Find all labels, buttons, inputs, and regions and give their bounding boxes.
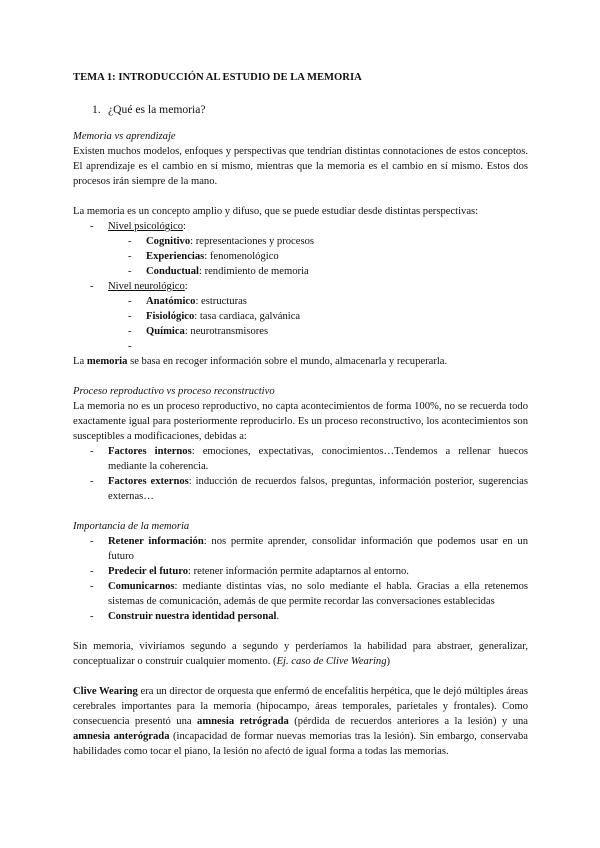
list-item (73, 609, 528, 624)
text-run: Sin memoria, viviríamos segundo a segundo y perderíamos la habilidad para abstraer, generalizar, conceptualizar o construir cualquier momento. ( (73, 641, 528, 667)
list-item-nivel-neurologico: - Nivel neurológico: - Anatómico: estructuras - Fisiológico: tasa cardiaca, galvánica - Química: neurotransmisores - (73, 279, 528, 354)
text-run: se basa en recoger información sobre el mundo, almacenarla y recuperarla. (127, 356, 448, 367)
definition: : mediante distintas vías, no solo mediante el habla. Gracias a ella retenemos sistemas de comunicación, además de que permite recordar las conversaciones establecidas (108, 581, 528, 607)
definition: : fenomenológico (204, 251, 279, 262)
section-perspectivas (73, 204, 528, 369)
term: Cognitivo (146, 236, 191, 247)
subsection-heading: Importancia de la memoria (73, 521, 190, 532)
text-run: La (73, 356, 87, 367)
term: Fisiológico (146, 311, 195, 322)
list-item-label: Nivel neurológico (108, 281, 185, 292)
term: Predecir el futuro (108, 566, 189, 577)
list-item-nivel-psicologico: - Nivel psicológico: - Cognitivo: representaciones y procesos - Experiencias: fenomenológico - Conductual: rendimiento de memoria (73, 219, 528, 279)
text-run: ) (386, 656, 391, 667)
document-page (73, 70, 528, 759)
list-item (73, 474, 528, 504)
paragraph: Existen muchos modelos, enfoques y perspectivas que tendrían distintas connotaciones de estos conceptos. El aprendizaje es el cambio en sí mismo, mientras que la memoria es el cambio en sí mismo. Estos dos procesos irán siempre de la mano. (73, 146, 528, 187)
definition: : retener información permite adaptarnos al entorno. (188, 566, 409, 577)
text-run-bold: amnesia anterógrada (73, 731, 170, 742)
list-item (73, 309, 528, 324)
section-number: 1. (92, 103, 101, 116)
term: Química (146, 326, 185, 337)
text-run: (incapacidad de formar nuevas memorias tras la lesión). Sin embargo, conservaba habilidades como tocar el piano, la lesión no afectó de igual forma a todas las memorias. (73, 731, 528, 757)
importance-list (73, 534, 528, 624)
term: Anatómico (146, 296, 196, 307)
list-item (73, 294, 528, 309)
list-item (73, 444, 528, 474)
definition: : neurotransmisores (184, 326, 269, 337)
term: Factores internos (108, 446, 192, 457)
definition: : rendimiento de memoria (198, 266, 309, 277)
text-run-bold: Clive Wearing (73, 686, 138, 697)
list-item (73, 579, 528, 609)
sublist (73, 294, 528, 354)
list-item-empty (73, 339, 528, 354)
section-importancia (73, 519, 528, 669)
paragraph (73, 639, 528, 669)
definition: : inducción de recuerdos falsos, preguntas, información posterior, sugerencias externas… (108, 476, 528, 502)
list-item (73, 234, 528, 249)
paragraph (73, 684, 528, 759)
definition: . (276, 611, 280, 622)
list-item (73, 564, 528, 579)
paragraph (73, 354, 528, 369)
section-memoria-vs-aprendizaje (73, 129, 528, 189)
definition: : tasa cardiaca, galvánica (194, 311, 301, 322)
term: Conductual (146, 266, 199, 277)
paragraph: La memoria no es un proceso reproductivo, no capta acontecimientos de forma 100%, no se recuerda todo exactamente igual para posteriormente reproducirlo. Es un proceso reconstructivo, los acontecimientos son susceptibles a modificaciones, debidas a: (73, 401, 528, 442)
term: Retener información (108, 536, 204, 547)
definition: : emociones, expectativas, conocimientos…Tendemos a rellenar huecos mediante la coherencia. (108, 446, 528, 472)
term: Factores externos (108, 476, 189, 487)
document-title: TEMA 1: INTRODUCCIÓN AL ESTUDIO DE LA MEMORIA (73, 72, 362, 83)
list-item (73, 264, 528, 279)
section-proceso-reproductivo (73, 384, 528, 504)
text-run-bold: memoria (86, 356, 128, 367)
text-run: era un director de orquesta que enfermó de encefalitis herpética, que le dejó múltiples áreas cerebrales importantes para la memoria (hipocampo, áreas temporales, parietales y frontales). Como consecuencia presentó una (73, 686, 528, 727)
definition: : estructuras (195, 296, 247, 307)
factor-list (73, 444, 528, 504)
list-item-label: Nivel psicológico (108, 221, 184, 232)
paragraph: La memoria es un concepto amplio y difuso, que se puede estudiar desde distintas perspectivas: (73, 206, 479, 217)
list-item (73, 324, 528, 339)
section-heading-1 (92, 102, 528, 117)
term: Construir nuestra identidad personal (108, 611, 277, 622)
subsection-heading: Memoria vs aprendizaje (73, 131, 176, 142)
text-run-italic: Ej. caso de Clive Wearing (276, 656, 387, 667)
definition: : nos permite aprender, consolidar información que podemos usar en un futuro (108, 536, 528, 562)
text-run-bold: amnesia retrógrada (197, 716, 289, 727)
list-item (73, 534, 528, 564)
section-clive-wearing (73, 684, 528, 759)
text-run: (pérdida de recuerdos anteriores a la lesión) y una (288, 716, 528, 727)
list-item (73, 249, 528, 264)
sublist (73, 234, 528, 279)
definition: : representaciones y procesos (190, 236, 314, 247)
term: Experiencias (146, 251, 205, 262)
level-list (73, 219, 528, 354)
subsection-heading: Proceso reproductivo vs proceso reconstructivo (73, 386, 275, 397)
term: Comunicarnos (108, 581, 175, 592)
section-heading-text: ¿Qué es la memoria? (108, 103, 206, 116)
